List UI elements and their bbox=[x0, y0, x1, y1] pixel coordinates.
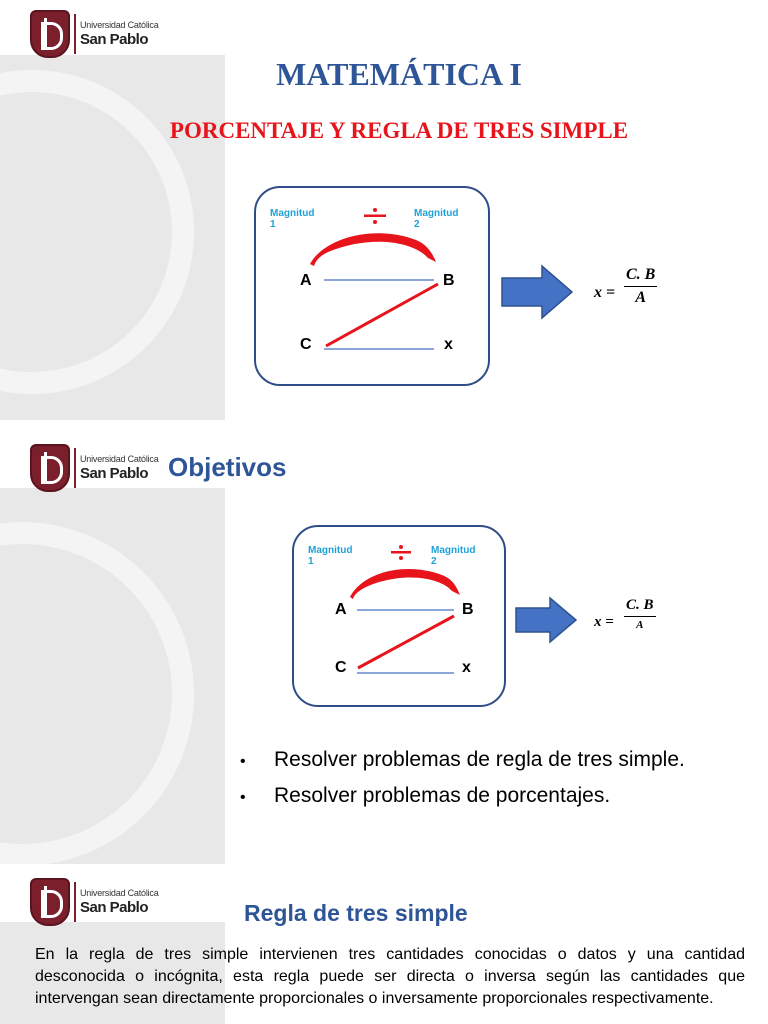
label-c: C bbox=[300, 336, 312, 353]
slide-title bbox=[0, 0, 768, 420]
cross-line bbox=[326, 284, 438, 346]
magnitude-1-label: Magnitud 1 bbox=[308, 545, 353, 567]
logo-shield-icon bbox=[30, 444, 70, 492]
cross-line bbox=[358, 616, 454, 668]
university-logo bbox=[30, 878, 159, 926]
bullet-icon: • bbox=[240, 789, 246, 806]
formula-numerator: C. B bbox=[626, 266, 656, 283]
label-c: C bbox=[335, 659, 347, 676]
objective-text: Resolver problemas de porcentajes. bbox=[274, 784, 611, 807]
diagram-lines bbox=[292, 525, 552, 705]
slide-objectives bbox=[0, 432, 768, 864]
section-title-rule: Regla de tres simple bbox=[244, 900, 468, 926]
definition-paragraph: En la regla de tres simple intervienen tres cantidades conocidas o datos y una cantidad desconocida o incógnita, esta regla puede ser directa o inversa según las cantidades que intervengan sean directamente proporcionales o inversamente proporcionales respectivamente. bbox=[35, 946, 745, 1007]
page-title: MATEMÁTICA I bbox=[276, 56, 522, 92]
logo-shield-icon bbox=[30, 878, 70, 926]
logo-line1: Universidad Católica bbox=[80, 454, 159, 464]
logo-line2: San Pablo bbox=[80, 465, 149, 482]
formula-lhs: x = bbox=[594, 284, 616, 301]
slide-rule-of-three bbox=[0, 872, 768, 1024]
magnitude-1-label: Magnitud 1 bbox=[270, 208, 315, 230]
formula-numerator: C. B bbox=[626, 597, 654, 613]
formula-lhs: x = bbox=[594, 614, 614, 630]
bullet-icon: • bbox=[240, 753, 246, 770]
magnitude-2-label: Magnitud 2 bbox=[414, 208, 459, 230]
curved-arrow-icon bbox=[310, 233, 436, 266]
label-b: B bbox=[462, 601, 474, 618]
university-logo bbox=[30, 10, 159, 58]
logo-line2: San Pablo bbox=[80, 899, 149, 916]
label-b: B bbox=[443, 272, 455, 289]
label-a: A bbox=[335, 601, 347, 618]
formula-denominator: A bbox=[635, 289, 646, 306]
divide-icon bbox=[391, 545, 411, 560]
formula-fraction bbox=[624, 266, 657, 307]
university-logo bbox=[30, 444, 159, 492]
formula-fraction bbox=[624, 597, 656, 631]
section-title-objectives: Objetivos bbox=[168, 452, 287, 482]
page-subtitle: PORCENTAJE Y REGLA DE TRES SIMPLE bbox=[169, 118, 629, 143]
objective-text: Resolver problemas de regla de tres simple. bbox=[274, 748, 685, 771]
logo-shield-icon bbox=[30, 10, 70, 58]
list-item bbox=[240, 784, 685, 808]
curved-arrow-icon bbox=[350, 569, 460, 599]
magnitude-2-label: Magnitud 2 bbox=[431, 545, 476, 567]
logo-line2: San Pablo bbox=[80, 31, 149, 48]
label-x: x bbox=[444, 336, 453, 353]
logo-line1: Universidad Católica bbox=[80, 20, 159, 30]
logo-line1: Universidad Católica bbox=[80, 888, 159, 898]
right-arrow-icon bbox=[500, 264, 576, 320]
divide-icon bbox=[364, 208, 386, 224]
label-x: x bbox=[462, 659, 471, 676]
formula-denominator: A bbox=[636, 619, 644, 631]
objectives-list bbox=[240, 748, 685, 820]
right-arrow-icon bbox=[514, 596, 580, 646]
label-a: A bbox=[300, 272, 312, 289]
list-item bbox=[240, 748, 685, 772]
